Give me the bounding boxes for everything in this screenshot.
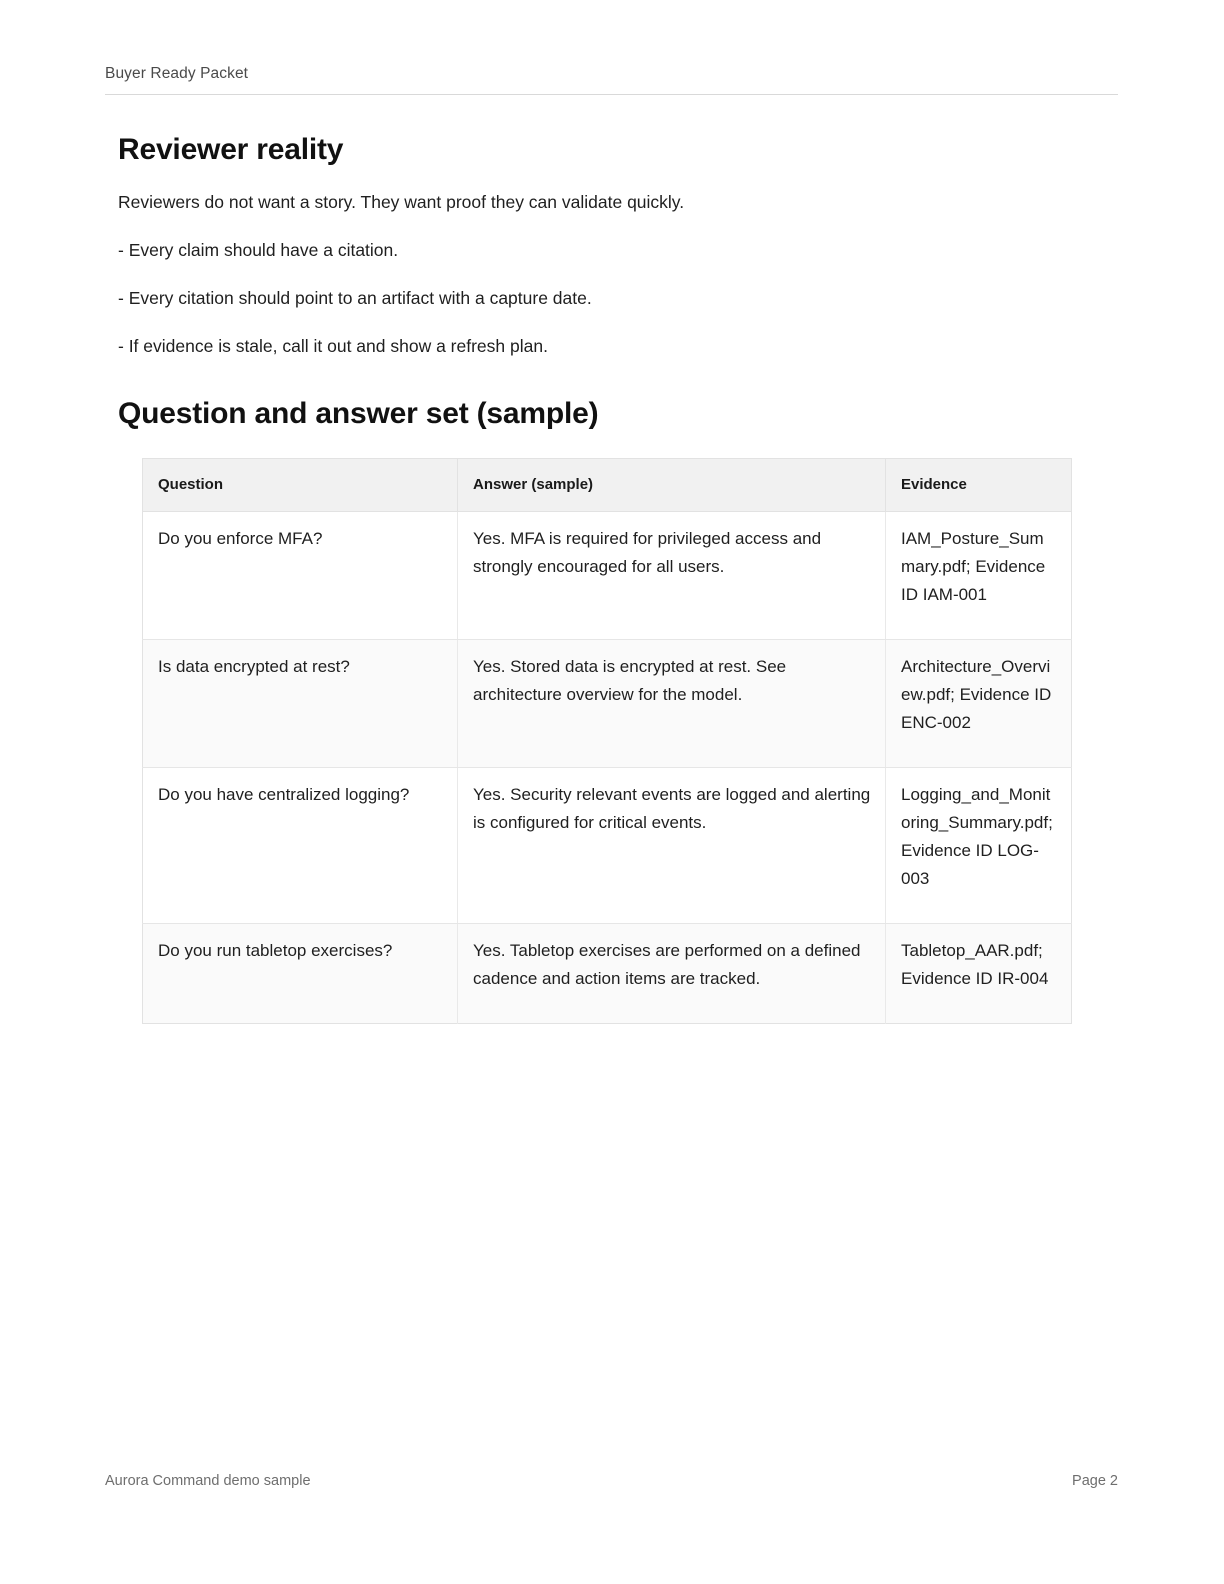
column-header-evidence: Evidence <box>886 459 1072 512</box>
bullet-stale-evidence-refresh-plan: - If evidence is stale, call it out and show a refresh plan. <box>118 336 548 356</box>
running-header-title: Buyer Ready Packet <box>105 65 249 82</box>
footer-page-number: Page 2 <box>1072 1473 1118 1489</box>
cell-question: Do you run tabletop exercises? <box>143 924 458 1024</box>
cell-question: Do you enforce MFA? <box>143 512 458 640</box>
cell-answer: Yes. MFA is required for privileged access and strongly encouraged for all users. <box>458 512 886 640</box>
table-row <box>143 640 1072 768</box>
section-heading-reviewer-reality: Reviewer reality <box>118 133 344 166</box>
cell-question: Do you have centralized logging? <box>143 768 458 924</box>
paragraph-intro: Reviewers do not want a story. They want proof they can validate quickly. <box>118 192 685 212</box>
table-header-row <box>143 459 1072 512</box>
column-header-answer: Answer (sample) <box>458 459 886 512</box>
cell-question: Is data encrypted at rest? <box>143 640 458 768</box>
bullet-every-claim-citation: - Every claim should have a citation. <box>118 240 399 260</box>
table-row <box>143 512 1072 640</box>
cell-evidence: Architecture_Overview.pdf; Evidence ID ENC-002 <box>886 640 1072 768</box>
bullet-citation-artifact-capture-date: - Every citation should point to an artifact with a capture date. <box>118 288 592 308</box>
qa-table-body <box>143 512 1072 1024</box>
table-row <box>143 924 1072 1024</box>
qa-table-wrapper <box>142 458 1071 1024</box>
column-header-question: Question <box>143 459 458 512</box>
table-row <box>143 768 1072 924</box>
cell-evidence: IAM_Posture_Summary.pdf; Evidence ID IAM-001 <box>886 512 1072 640</box>
cell-answer: Yes. Stored data is encrypted at rest. See architecture overview for the model. <box>458 640 886 768</box>
cell-answer: Yes. Security relevant events are logged and alerting is configured for critical events. <box>458 768 886 924</box>
document-content <box>118 132 1108 1024</box>
cell-answer: Yes. Tabletop exercises are performed on a defined cadence and action items are tracked. <box>458 924 886 1024</box>
running-header <box>105 64 1118 95</box>
qa-table-head <box>143 459 1072 512</box>
cell-evidence: Logging_and_Monitoring_Summary.pdf; Evidence ID LOG-003 <box>886 768 1072 924</box>
qa-table <box>142 458 1072 1024</box>
running-footer <box>105 1472 1118 1490</box>
section-heading-question-answer-set: Question and answer set (sample) <box>118 397 599 430</box>
cell-evidence: Tabletop_AAR.pdf; Evidence ID IR-004 <box>886 924 1072 1024</box>
footer-document-label: Aurora Command demo sample <box>105 1473 311 1489</box>
